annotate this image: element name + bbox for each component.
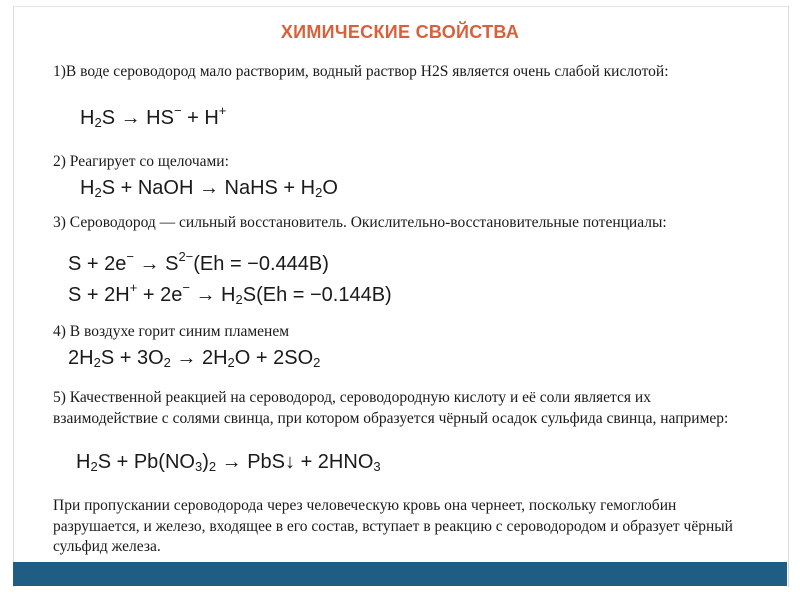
- equation-redox-2: $S + 2H^+ + 2e^- \to H_2S(Eh = -0.144B)$: [68, 280, 392, 307]
- closing-paragraph: При пропускании сероводорода через человеческую кровь она чернеет, поскольку гемоглобин разрушается, и железо, входящее в его состав, вступает в реакцию с сероводородом и образует чёрный сульфид железа.: [53, 497, 733, 555]
- item-3-text: 3) Сероводород — сильный восстановитель. Окислительно-восстановительные потенциалы:: [53, 214, 667, 231]
- item-4-text: 4) В воздухе горит синим пламенем: [53, 323, 290, 340]
- equation-h2s-dissociation: $H_2S \to HS^- + H^+$: [80, 103, 227, 130]
- equation-redox-1: $S + 2e^- \to S^{2-}(Eh = -0.444B)$: [68, 249, 329, 275]
- equation-h2s-naoh: $H_2S$ + NaOH → NaHS + $H_2O$: [80, 177, 338, 200]
- item-2-text: 2) Реагирует со щелочами:: [53, 153, 229, 170]
- equation-combustion: $2H_2S + 3O_2 \to 2H_2O + 2SO_2$: [68, 347, 321, 370]
- equation-lead-reaction: $H_2S + Pb(NO_3)_2$ → PbS↓ + $2HNO_3$: [76, 451, 381, 474]
- footer-bar: [13, 562, 787, 586]
- slide-title: ХИМИЧЕСКИЕ СВОЙСТВА: [280, 22, 520, 42]
- item-5-text: 5) Качественной реакцией на сероводород, сероводородную кислоту и её соли является их взаимодействие с солями свинца, при котором образуется чёрный осадок сульфида свинца, например:: [53, 389, 729, 427]
- item-1-text: 1)В воде сероводород мало растворим, водный раствор H2S является очень слабой кислотой:: [53, 63, 669, 80]
